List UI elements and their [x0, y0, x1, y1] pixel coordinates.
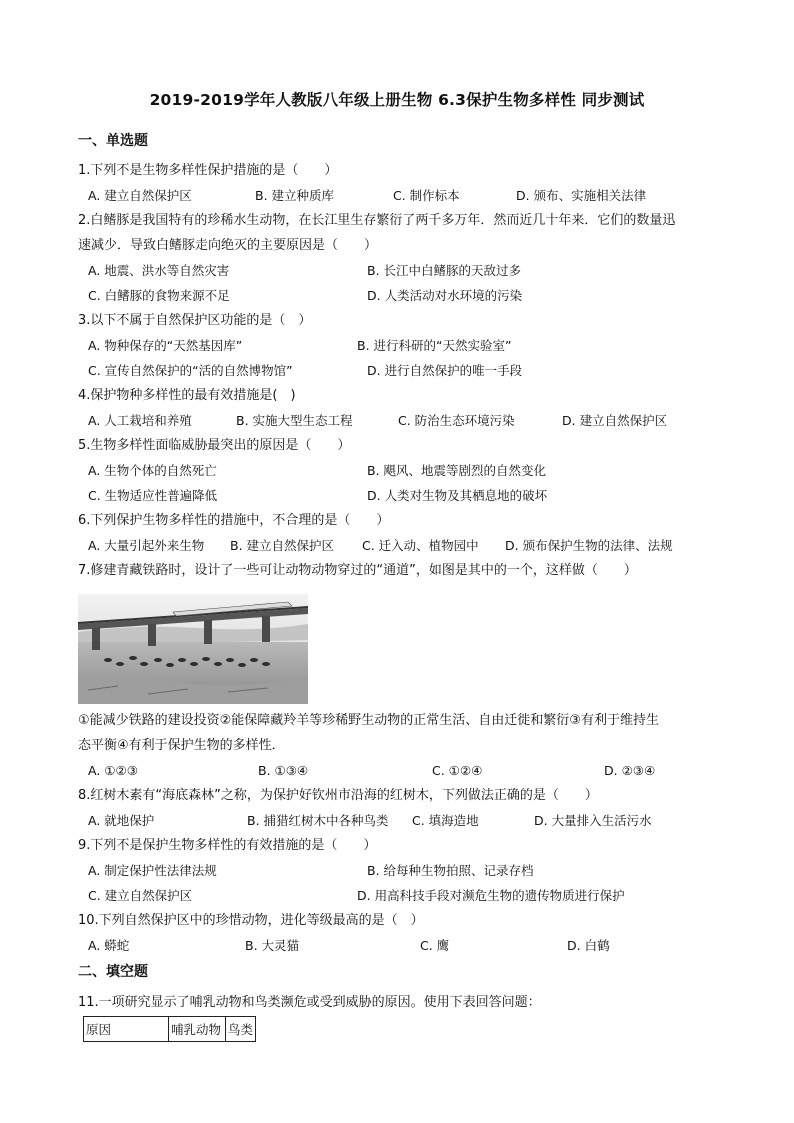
threat-causes-table	[83, 1016, 256, 1042]
question-2-stem-line2: 速减少．导致白鳍豚走向绝灭的主要原因是（ ）	[78, 238, 378, 253]
q8-option-b[interactable]: B. 捕猎红树木中各种鸟类	[247, 813, 389, 828]
railway-bridge-photo	[78, 594, 308, 704]
question-8-stem: 8.红树木素有“海底森林”之称，为保护好钦州市沿海的红树木，下列做法正确的是（ ）	[78, 788, 598, 803]
q6-option-c[interactable]: C. 迁入动、植物园中	[362, 538, 479, 553]
q2-option-c[interactable]: C. 白鳍豚的食物来源不足	[88, 288, 230, 303]
q5-option-b[interactable]: B. 飓风、地震等剧烈的自然变化	[367, 463, 547, 478]
q5-option-c[interactable]: C. 生物适应性普遍降低	[88, 488, 218, 503]
q1-option-a[interactable]: A. 建立自然保护区	[88, 188, 192, 203]
q10-option-b[interactable]: B. 大灵猫	[245, 938, 300, 953]
q2-option-d[interactable]: D. 人类活动对水环境的污染	[367, 288, 523, 303]
q7-option-b[interactable]: B. ①③④	[258, 763, 309, 778]
q3-option-b[interactable]: B. 进行科研的“天然实验室”	[357, 338, 512, 353]
q10-option-d[interactable]: D. 白鹤	[567, 938, 610, 953]
q4-option-c[interactable]: C. 防治生态环境污染	[398, 413, 515, 428]
q1-option-d[interactable]: D. 颁布、实施相关法律	[516, 188, 647, 203]
q6-option-a[interactable]: A. 大量引起外来生物	[88, 538, 205, 553]
q3-option-c[interactable]: C. 宣传自然保护的“活的自然博物馆”	[88, 363, 293, 378]
q4-option-b[interactable]: B. 实施大型生态工程	[236, 413, 353, 428]
q3-option-a[interactable]: A. 物种保存的“天然基因库”	[88, 338, 243, 353]
section-heading-single-choice: 一、单选题	[78, 133, 148, 149]
q1-option-c[interactable]: C. 制作标本	[393, 188, 460, 203]
q2-option-a[interactable]: A. 地震、洪水等自然灾害	[88, 263, 230, 278]
bridge-illustration-icon	[78, 594, 308, 704]
question-5-stem: 5.生物多样性面临威胁最突出的原因是（ ）	[78, 438, 351, 453]
q4-option-d[interactable]: D. 建立自然保护区	[562, 413, 668, 428]
table-header-mammals: 哺乳动物	[169, 1017, 226, 1042]
q9-option-c[interactable]: C. 建立自然保护区	[88, 888, 193, 903]
question-7-detail-line2: 态平衡④有利于保护生物的多样性．	[78, 738, 285, 753]
question-9-stem: 9.下列不是保护生物多样性的有效措施的是（ ）	[78, 838, 377, 853]
q5-option-d[interactable]: D. 人类对生物及其栖息地的破坏	[367, 488, 548, 503]
q6-option-b[interactable]: B. 建立自然保护区	[230, 538, 335, 553]
q9-option-d[interactable]: D. 用高科技手段对濒危生物的遗传物质进行保护	[357, 888, 625, 903]
question-4-stem: 4.保护物种多样性的最有效措施是( )	[78, 388, 296, 403]
section-heading-fill-in: 二、填空题	[78, 964, 148, 980]
q7-option-a[interactable]: A. ①②③	[88, 763, 138, 778]
q8-option-a[interactable]: A. 就地保护	[88, 813, 155, 828]
q7-option-d[interactable]: D. ②③④	[604, 763, 656, 778]
q10-option-c[interactable]: C. 鹰	[420, 938, 450, 953]
question-7-detail-line1: ①能减少铁路的建设投资②能保障藏羚羊等珍稀野生动物的正常生活、自由迁徙和繁衍③有利于维持生	[78, 713, 659, 728]
q3-option-d[interactable]: D. 进行自然保护的唯一手段	[367, 363, 523, 378]
question-6-stem: 6.下列保护生物多样性的措施中，不合理的是（ ）	[78, 513, 390, 528]
q7-option-c[interactable]: C. ①②④	[432, 763, 483, 778]
question-11-stem: 11.一项研究显示了哺乳动物和鸟类濒危或受到威胁的原因。使用下表回答问题：	[78, 995, 541, 1010]
question-2-stem-line1: 2.白鳍豚是我国特有的珍稀水生动物，在长江里生存繁衍了两千多万年．然而近几十年来．它们的数量迅	[78, 213, 676, 228]
q9-option-a[interactable]: A. 制定保护性法律法规	[88, 863, 217, 878]
q8-option-c[interactable]: C. 填海造地	[412, 813, 479, 828]
question-7-stem: 7.修建青藏铁路时，设计了一些可让动物动物穿过的“通道”，如图是其中的一个，这样做（ ）	[78, 563, 637, 578]
q5-option-a[interactable]: A. 生物个体的自然死亡	[88, 463, 217, 478]
question-3-stem: 3.以下不属于自然保护区功能的是（ ）	[78, 313, 312, 328]
page-title: 2019-2019学年人教版八年级上册生物 6.3保护生物多样性 同步测试	[149, 91, 645, 109]
q9-option-b[interactable]: B. 给每种生物拍照、记录存档	[367, 863, 534, 878]
table-header-birds: 鸟类	[226, 1017, 256, 1042]
q8-option-d[interactable]: D. 大量排入生活污水	[534, 813, 652, 828]
question-10-stem: 10.下列自然保护区中的珍惜动物，进化等级最高的是（ ）	[78, 913, 424, 928]
table-row	[84, 1017, 256, 1042]
question-1-stem: 1.下列不是生物多样性保护措施的是（ ）	[78, 163, 338, 178]
q10-option-a[interactable]: A. 蟒蛇	[88, 938, 130, 953]
table-header-cause: 原因	[84, 1017, 169, 1042]
q2-option-b[interactable]: B. 长江中白鳍豚的天敌过多	[367, 263, 522, 278]
q1-option-b[interactable]: B. 建立种质库	[255, 188, 335, 203]
q6-option-d[interactable]: D. 颁布保护生物的法律、法规	[505, 538, 673, 553]
q4-option-a[interactable]: A. 人工栽培和养殖	[88, 413, 192, 428]
